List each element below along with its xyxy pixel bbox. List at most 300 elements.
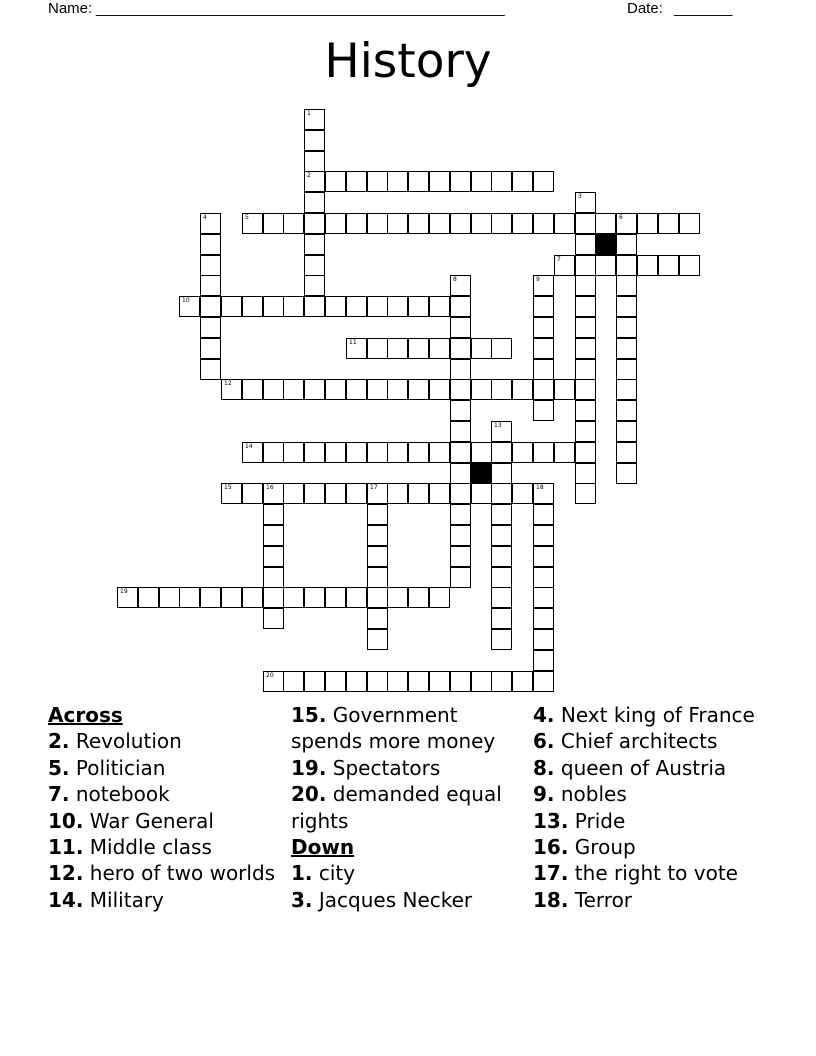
grid-cell[interactable]: [387, 483, 408, 504]
grid-cell[interactable]: [512, 483, 533, 504]
grid-cell[interactable]: [450, 671, 471, 692]
grid-cell[interactable]: [575, 483, 596, 504]
grid-cell[interactable]: [325, 587, 346, 608]
grid-cell[interactable]: [242, 213, 263, 234]
grid-cell[interactable]: [242, 379, 263, 400]
grid-cell[interactable]: [408, 213, 429, 234]
clue-item: [48, 887, 278, 913]
grid-cell[interactable]: [575, 442, 596, 463]
grid-cell[interactable]: [533, 629, 554, 650]
clue-item-number: 6.: [533, 729, 555, 754]
clue-item-text: Military: [83, 887, 164, 912]
clue-number: 19: [120, 588, 128, 595]
down-clue-list-cont: [533, 702, 803, 913]
grid-cell[interactable]: [450, 379, 471, 400]
grid-cell[interactable]: [367, 504, 388, 525]
grid-cell[interactable]: [616, 234, 637, 255]
grid-cell[interactable]: [450, 567, 471, 588]
grid-cell[interactable]: [429, 379, 450, 400]
grid-cell[interactable]: [450, 525, 471, 546]
grid-cell[interactable]: [491, 442, 512, 463]
grid-cell[interactable]: [533, 359, 554, 380]
grid-cell[interactable]: [616, 213, 637, 234]
grid-cell[interactable]: [554, 379, 575, 400]
grid-cell[interactable]: [575, 255, 596, 276]
grid-cell[interactable]: [367, 546, 388, 567]
grid-cell[interactable]: [450, 546, 471, 567]
grid-cell[interactable]: [408, 442, 429, 463]
clue-item-number: 9.: [533, 782, 555, 807]
grid-cell[interactable]: [325, 379, 346, 400]
grid-cell[interactable]: [325, 442, 346, 463]
clue-item-text: War General: [83, 808, 214, 833]
grid-cell[interactable]: [304, 671, 325, 692]
grid-cell[interactable]: [200, 296, 221, 317]
grid-cell[interactable]: [429, 587, 450, 608]
grid-cell[interactable]: [346, 338, 367, 359]
grid-cell[interactable]: [387, 338, 408, 359]
grid-cell[interactable]: [512, 171, 533, 192]
grid-cell[interactable]: [263, 567, 284, 588]
grid-cell[interactable]: [533, 442, 554, 463]
grid-cell[interactable]: [263, 379, 284, 400]
clue-item: [291, 781, 523, 834]
across-clues-col1: [48, 702, 278, 913]
grid-cell[interactable]: [367, 587, 388, 608]
grid-cell[interactable]: [450, 296, 471, 317]
grid-cell[interactable]: [575, 379, 596, 400]
clue-item-number: 11.: [48, 835, 84, 860]
clue-number: 15: [224, 484, 232, 491]
grid-cell[interactable]: [346, 671, 367, 692]
grid-cell[interactable]: [471, 171, 492, 192]
blocked-cell: [595, 234, 616, 255]
clue-item-number: 19.: [291, 755, 327, 780]
grid-cell[interactable]: [367, 567, 388, 588]
grid-cell[interactable]: [429, 338, 450, 359]
grid-cell[interactable]: [471, 379, 492, 400]
clue-item: [48, 808, 278, 834]
grid-cell[interactable]: [616, 359, 637, 380]
grid-cell[interactable]: [367, 171, 388, 192]
grid-cell[interactable]: [491, 171, 512, 192]
clue-number: 18: [536, 484, 544, 491]
grid-cell[interactable]: [367, 483, 388, 504]
grid-cell[interactable]: [138, 587, 159, 608]
clue-item: [533, 755, 803, 781]
grid-cell[interactable]: [346, 296, 367, 317]
grid-cell[interactable]: [533, 671, 554, 692]
grid-cell[interactable]: [637, 255, 658, 276]
grid-cell[interactable]: [471, 442, 492, 463]
clues-col3: [533, 702, 803, 913]
name-label: Name:: [48, 0, 93, 17]
grid-cell[interactable]: [575, 275, 596, 296]
grid-cell[interactable]: [304, 255, 325, 276]
grid-cell[interactable]: [450, 400, 471, 421]
grid-cell[interactable]: [491, 504, 512, 525]
grid-cell[interactable]: [533, 483, 554, 504]
grid-cell[interactable]: [533, 317, 554, 338]
clue-item: [533, 702, 803, 728]
grid-cell[interactable]: [325, 671, 346, 692]
grid-cell[interactable]: [325, 296, 346, 317]
grid-cell[interactable]: [533, 296, 554, 317]
grid-cell[interactable]: [616, 296, 637, 317]
grid-cell[interactable]: [200, 587, 221, 608]
grid-cell[interactable]: [575, 234, 596, 255]
grid-cell[interactable]: [408, 587, 429, 608]
grid-cell[interactable]: [263, 296, 284, 317]
grid-cell[interactable]: [491, 483, 512, 504]
grid-cell[interactable]: [408, 296, 429, 317]
grid-cell[interactable]: [304, 587, 325, 608]
grid-cell[interactable]: [616, 275, 637, 296]
clue-number: 16: [266, 484, 274, 491]
grid-cell[interactable]: [200, 317, 221, 338]
grid-cell[interactable]: [325, 213, 346, 234]
grid-cell[interactable]: [221, 379, 242, 400]
grid-cell[interactable]: [491, 546, 512, 567]
grid-cell[interactable]: [283, 442, 304, 463]
clue-item-text: the right to vote: [568, 861, 738, 886]
grid-cell[interactable]: [283, 483, 304, 504]
grid-cell[interactable]: [179, 587, 200, 608]
clue-item-text: Politician: [69, 755, 166, 780]
grid-cell[interactable]: [242, 296, 263, 317]
grid-cell[interactable]: [679, 255, 700, 276]
grid-cell[interactable]: [491, 213, 512, 234]
grid-cell[interactable]: [408, 379, 429, 400]
grid-cell[interactable]: [575, 338, 596, 359]
grid-cell[interactable]: [263, 213, 284, 234]
grid-cell[interactable]: [200, 275, 221, 296]
grid-cell[interactable]: [491, 421, 512, 442]
clue-number: 13: [494, 422, 502, 429]
grid-cell[interactable]: [346, 213, 367, 234]
grid-cell[interactable]: [616, 421, 637, 442]
clue-item-number: 14.: [48, 887, 84, 912]
grid-cell[interactable]: [491, 671, 512, 692]
grid-cell[interactable]: [554, 255, 575, 276]
grid-cell[interactable]: [491, 567, 512, 588]
clue-item-text: Spectators: [326, 755, 441, 780]
grid-cell[interactable]: [533, 650, 554, 671]
clue-item-number: 12.: [48, 861, 84, 886]
grid-cell[interactable]: [533, 608, 554, 629]
clue-item-number: 18.: [533, 887, 569, 912]
grid-cell[interactable]: [429, 671, 450, 692]
grid-cell[interactable]: [367, 379, 388, 400]
grid-cell[interactable]: [387, 213, 408, 234]
clue-number: 9: [536, 276, 540, 283]
clue-number: 12: [224, 380, 232, 387]
clue-item-number: 20.: [291, 782, 327, 807]
grid-cell[interactable]: [367, 213, 388, 234]
grid-cell[interactable]: [616, 463, 637, 484]
grid-cell[interactable]: [450, 171, 471, 192]
grid-cell[interactable]: [512, 379, 533, 400]
grid-cell[interactable]: [221, 296, 242, 317]
clue-number: 10: [182, 297, 190, 304]
grid-cell[interactable]: [367, 671, 388, 692]
clue-item-text: Jacques Necker: [312, 887, 473, 912]
grid-cell[interactable]: [450, 442, 471, 463]
grid-cell[interactable]: [616, 400, 637, 421]
grid-cell[interactable]: [304, 442, 325, 463]
clue-item-number: 13.: [533, 808, 569, 833]
grid-cell[interactable]: [263, 671, 284, 692]
name-field[interactable]: _________________________________________________: [96, 0, 505, 17]
clue-item: [291, 702, 523, 755]
grid-cell[interactable]: [242, 587, 263, 608]
down-clue-list: [291, 860, 523, 913]
grid-cell[interactable]: [283, 296, 304, 317]
grid-cell[interactable]: [263, 525, 284, 546]
grid-cell[interactable]: [263, 442, 284, 463]
grid-cell[interactable]: [512, 442, 533, 463]
clue-item-text: nobles: [554, 782, 627, 807]
grid-cell[interactable]: [450, 483, 471, 504]
clues-col2: [291, 702, 523, 913]
grid-cell[interactable]: [429, 442, 450, 463]
clue-number: 1: [307, 110, 311, 117]
grid-cell[interactable]: [221, 587, 242, 608]
grid-cell[interactable]: [304, 483, 325, 504]
clue-item-number: 8.: [533, 755, 555, 780]
grid-cell[interactable]: [429, 483, 450, 504]
clue-item-text: notebook: [69, 782, 170, 807]
grid-cell[interactable]: [658, 213, 679, 234]
grid-cell[interactable]: [283, 379, 304, 400]
grid-cell[interactable]: [533, 587, 554, 608]
clue-item-number: 5.: [48, 755, 70, 780]
clue-item: [291, 755, 523, 781]
grid-cell[interactable]: [304, 130, 325, 151]
clue-item: [291, 860, 523, 886]
clue-item-number: 16.: [533, 835, 569, 860]
grid-cell[interactable]: [304, 109, 325, 130]
grid-cell[interactable]: [408, 338, 429, 359]
grid-cell[interactable]: [512, 671, 533, 692]
grid-cell[interactable]: [242, 442, 263, 463]
grid-cell[interactable]: [533, 213, 554, 234]
grid-cell[interactable]: [408, 671, 429, 692]
grid-cell[interactable]: [450, 421, 471, 442]
grid-cell[interactable]: [658, 255, 679, 276]
grid-cell[interactable]: [367, 608, 388, 629]
grid-cell[interactable]: [533, 338, 554, 359]
grid-cell[interactable]: [263, 546, 284, 567]
grid-cell[interactable]: [159, 587, 180, 608]
grid-cell[interactable]: [387, 296, 408, 317]
grid-cell[interactable]: [491, 587, 512, 608]
grid-cell[interactable]: [616, 442, 637, 463]
grid-cell[interactable]: [471, 483, 492, 504]
grid-cell[interactable]: [512, 213, 533, 234]
clue-item: [533, 728, 803, 754]
grid-cell[interactable]: [533, 567, 554, 588]
grid-cell[interactable]: [367, 338, 388, 359]
grid-cell[interactable]: [491, 463, 512, 484]
grid-cell[interactable]: [450, 463, 471, 484]
grid-cell[interactable]: [263, 483, 284, 504]
grid-cell[interactable]: [263, 608, 284, 629]
grid-cell[interactable]: [491, 338, 512, 359]
grid-cell[interactable]: [575, 463, 596, 484]
grid-cell[interactable]: [595, 255, 616, 276]
grid-cell[interactable]: [679, 213, 700, 234]
clue-number: 2: [307, 172, 311, 179]
across-clue-list: [48, 728, 278, 913]
grid-cell[interactable]: [304, 213, 325, 234]
grid-cell[interactable]: [450, 359, 471, 380]
grid-cell[interactable]: [575, 296, 596, 317]
grid-cell[interactable]: [491, 525, 512, 546]
grid-cell[interactable]: [450, 504, 471, 525]
grid-cell[interactable]: [221, 483, 242, 504]
grid-cell[interactable]: [533, 171, 554, 192]
grid-cell[interactable]: [637, 213, 658, 234]
grid-cell[interactable]: [367, 442, 388, 463]
clue-number: 6: [619, 214, 623, 221]
clue-item: [533, 834, 803, 860]
grid-cell[interactable]: [367, 296, 388, 317]
grid-cell[interactable]: [533, 546, 554, 567]
grid-cell[interactable]: [408, 171, 429, 192]
clue-item-text: Government spends more money: [291, 703, 496, 754]
clue-number: 5: [245, 214, 249, 221]
clue-item-number: 1.: [291, 861, 313, 886]
grid-cell[interactable]: [450, 213, 471, 234]
grid-cell[interactable]: [575, 359, 596, 380]
clue-item-text: Chief architects: [554, 729, 718, 754]
clue-item-text: Revolution: [69, 729, 182, 754]
clue-number: 17: [370, 484, 378, 491]
clue-item-text: city: [312, 861, 356, 886]
grid-cell[interactable]: [367, 629, 388, 650]
grid-cell[interactable]: [117, 587, 138, 608]
grid-cell[interactable]: [387, 442, 408, 463]
grid-cell[interactable]: [387, 671, 408, 692]
grid-cell[interactable]: [616, 255, 637, 276]
clue-item-text: queen of Austria: [554, 755, 727, 780]
grid-cell[interactable]: [346, 483, 367, 504]
grid-cell[interactable]: [471, 671, 492, 692]
grid-cell[interactable]: [408, 483, 429, 504]
grid-cell[interactable]: [554, 213, 575, 234]
grid-cell[interactable]: [575, 421, 596, 442]
grid-cell[interactable]: [179, 296, 200, 317]
grid-cell[interactable]: [283, 213, 304, 234]
grid-cell[interactable]: [450, 338, 471, 359]
clue-item-text: hero of two worlds: [83, 861, 276, 886]
grid-cell[interactable]: [263, 504, 284, 525]
grid-cell[interactable]: [387, 379, 408, 400]
clue-item: [48, 781, 278, 807]
clue-item-number: 2.: [48, 729, 70, 754]
grid-cell[interactable]: [616, 317, 637, 338]
grid-cell[interactable]: [429, 171, 450, 192]
grid-cell[interactable]: [346, 587, 367, 608]
grid-cell[interactable]: [283, 587, 304, 608]
grid-cell[interactable]: [283, 671, 304, 692]
clue-item: [48, 860, 278, 886]
grid-cell[interactable]: [304, 192, 325, 213]
grid-cell[interactable]: [304, 234, 325, 255]
grid-cell[interactable]: [595, 213, 616, 234]
grid-cell[interactable]: [471, 213, 492, 234]
date-label: Date:: [627, 0, 663, 17]
grid-cell[interactable]: [242, 483, 263, 504]
grid-cell[interactable]: [616, 338, 637, 359]
clue-number: 7: [557, 256, 561, 263]
grid-cell[interactable]: [575, 400, 596, 421]
clue-number: 11: [349, 339, 357, 346]
grid-cell[interactable]: [533, 400, 554, 421]
grid-cell[interactable]: [263, 587, 284, 608]
grid-cell[interactable]: [304, 275, 325, 296]
grid-cell[interactable]: [491, 379, 512, 400]
grid-cell[interactable]: [575, 317, 596, 338]
grid-cell[interactable]: [575, 213, 596, 234]
grid-cell[interactable]: [533, 379, 554, 400]
grid-cell[interactable]: [304, 296, 325, 317]
grid-cell[interactable]: [346, 171, 367, 192]
grid-cell[interactable]: [533, 275, 554, 296]
grid-cell[interactable]: [491, 608, 512, 629]
grid-cell[interactable]: [450, 275, 471, 296]
clue-item-number: 17.: [533, 861, 569, 886]
grid-cell[interactable]: [367, 525, 388, 546]
grid-cell[interactable]: [200, 338, 221, 359]
grid-cell[interactable]: [304, 171, 325, 192]
clue-number: 14: [245, 443, 253, 450]
grid-cell[interactable]: [325, 483, 346, 504]
grid-cell[interactable]: [325, 171, 346, 192]
grid-cell[interactable]: [429, 296, 450, 317]
date-field[interactable]: _______: [674, 0, 733, 17]
down-heading: Down: [291, 835, 355, 860]
grid-cell[interactable]: [346, 379, 367, 400]
grid-cell[interactable]: [304, 151, 325, 172]
grid-cell[interactable]: [491, 629, 512, 650]
clue-item-number: 10.: [48, 808, 84, 833]
grid-cell[interactable]: [533, 504, 554, 525]
grid-cell[interactable]: [200, 234, 221, 255]
grid-cell[interactable]: [554, 442, 575, 463]
grid-cell[interactable]: [387, 587, 408, 608]
grid-cell[interactable]: [304, 379, 325, 400]
clue-item: [48, 755, 278, 781]
grid-cell[interactable]: [450, 317, 471, 338]
grid-cell[interactable]: [471, 338, 492, 359]
clue-number: 3: [578, 193, 582, 200]
clue-item: [48, 834, 278, 860]
grid-cell[interactable]: [533, 525, 554, 546]
grid-cell[interactable]: [200, 359, 221, 380]
grid-cell[interactable]: [387, 171, 408, 192]
grid-cell[interactable]: [575, 192, 596, 213]
clue-number: 20: [266, 672, 274, 679]
grid-cell[interactable]: [200, 213, 221, 234]
grid-cell[interactable]: [616, 379, 637, 400]
clue-item-text: Pride: [568, 808, 626, 833]
grid-cell[interactable]: [429, 213, 450, 234]
clue-item: [291, 887, 523, 913]
grid-cell[interactable]: [200, 255, 221, 276]
grid-cell[interactable]: [346, 442, 367, 463]
